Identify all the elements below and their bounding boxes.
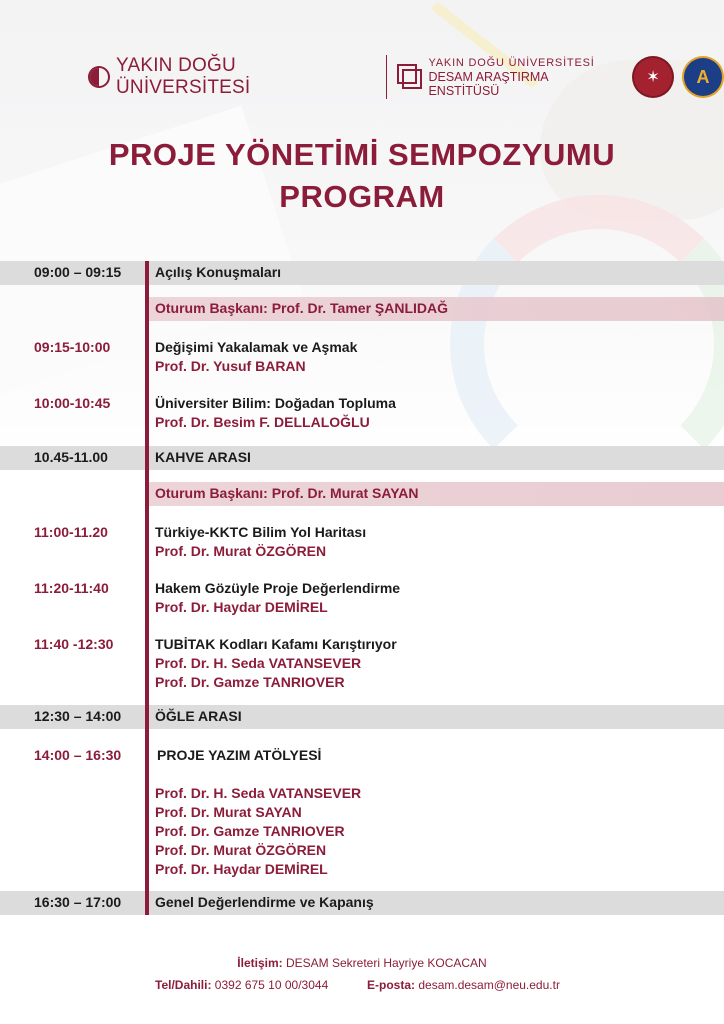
email-block (367, 978, 560, 992)
session-time: 09:15-10:00 (34, 339, 111, 355)
session-time: 11:40 -12:30 (34, 636, 114, 652)
phone-block (155, 978, 328, 992)
phone-label: Tel/Dahili: (155, 978, 212, 992)
session-time: 11:20-11:40 (34, 580, 109, 596)
session-speaker: Prof. Dr. Haydar DEMİREL (155, 599, 328, 615)
contact-value: DESAM Sekreteri Hayriye KOCACAN (285, 956, 487, 970)
logo-divider (386, 55, 387, 99)
session-title: Hakem Gözüyle Proje Değerlendirme (155, 580, 401, 596)
session-time: 12:30 – 14:00 (34, 708, 122, 724)
session-speaker: Prof. Dr. Gamze TANRIOVER (155, 823, 345, 839)
page-subtitle: PROGRAM (279, 179, 445, 214)
session-title: Türkiye-KKTC Bilim Yol Haritası (155, 524, 367, 540)
session-speaker: Prof. Dr. H. Seda VATANSEVER (155, 655, 362, 671)
session-time: 10:00-10:45 (34, 395, 111, 411)
session-speaker: Prof. Dr. Besim F. DELLALOĞLU (155, 414, 370, 430)
session-speaker: Prof. Dr. H. Seda VATANSEVER (155, 785, 362, 801)
session-title: Açılış Konuşmaları (155, 264, 282, 280)
session-title: Değişimi Yakalamak ve Aşmak (155, 339, 358, 355)
university-name: YAKIN DOĞU ÜNİVERSİTESİ (115, 55, 251, 98)
phone-value: 0392 675 10 00/3044 (214, 978, 329, 992)
session-speaker: Prof. Dr. Haydar DEMİREL (155, 861, 328, 877)
university-seal-icon: ✶ (632, 56, 674, 98)
neu-logo-icon (88, 66, 110, 88)
session-chair: Oturum Başkanı: Prof. Dr. Tamer ŞANLIDAĞ (155, 300, 449, 316)
session-time: 10.45-11.00 (34, 449, 108, 465)
email-link[interactable]: desam.desam@neu.edu.tr (418, 978, 560, 992)
session-time: 11:00-11.20 (34, 524, 108, 540)
timeline-divider (145, 261, 149, 915)
session-title: TUBİTAK Kodları Kafamı Karıştırıyor (155, 636, 397, 652)
header-logos (88, 56, 724, 98)
session-time: 14:00 – 16:30 (34, 747, 122, 763)
email-label: E-posta: (367, 978, 415, 992)
session-speaker: Prof. Dr. Murat ÖZGÖREN (155, 543, 327, 559)
institute-name: YAKIN DOĞU ÜNİVERSİTESİ DESAM ARAŞTIRMA ENSTİTÜSÜ (428, 56, 595, 98)
partner-seal-icon: A (682, 56, 724, 98)
session-speaker: Prof. Dr. Gamze TANRIOVER (155, 674, 345, 690)
session-time: 16:30 – 17:00 (34, 894, 122, 910)
desam-logo-icon (397, 64, 423, 90)
session-speaker: Prof. Dr. Yusuf BARAN (155, 358, 306, 374)
footer-contact (0, 956, 724, 970)
session-title: Genel Değerlendirme ve Kapanış (155, 894, 374, 910)
contact-label: İletişim: (237, 956, 283, 970)
session-title: KAHVE ARASI (155, 449, 251, 465)
session-time: 09:00 – 09:15 (34, 264, 122, 280)
session-title: Üniversiter Bilim: Doğadan Topluma (155, 395, 396, 411)
session-speaker: Prof. Dr. Murat ÖZGÖREN (155, 842, 327, 858)
program-row-band (0, 446, 724, 470)
page-title: PROJE YÖNETİMİ SEMPOZYUMU (108, 137, 616, 172)
session-speaker: Prof. Dr. Murat SAYAN (155, 804, 302, 820)
session-title: PROJE YAZIM ATÖLYESİ (157, 747, 322, 763)
session-chair: Oturum Başkanı: Prof. Dr. Murat SAYAN (155, 485, 419, 501)
session-title: ÖĞLE ARASI (155, 708, 242, 724)
